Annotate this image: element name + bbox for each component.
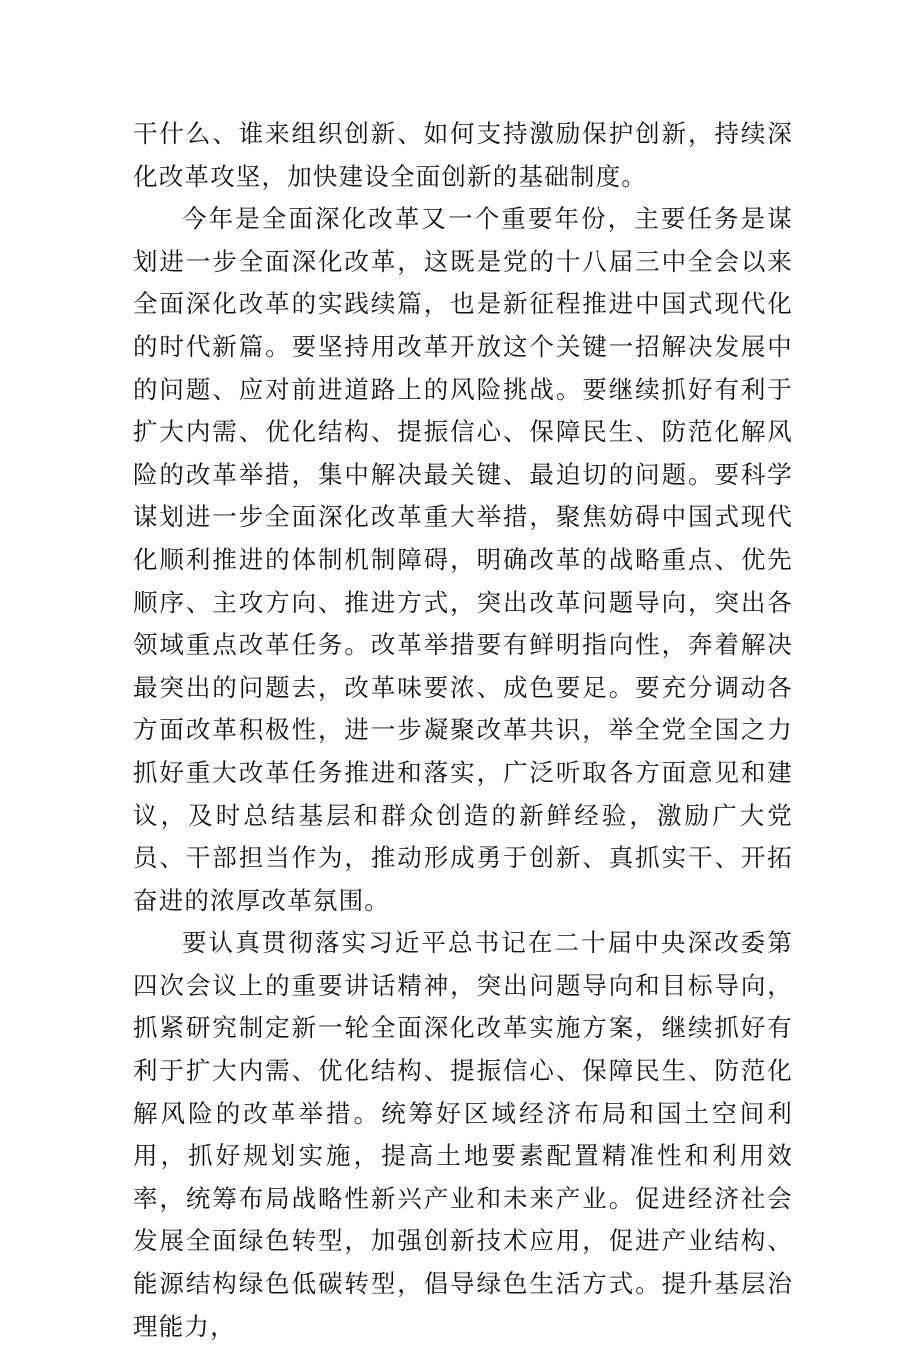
paragraph-2: 今年是全面深化改革又一个重要年份，主要任务是谋划进一步全面深化改革，这既是党的十八届三中全会以来全面深化改革的实践续篇，也是新征程推进中国式现代化的时代新篇。要坚持用改革开放这个关键一招解决发展中的问题、应对前进道路上的风险挑战。要继续抓好有利于扩大内需、优化结构、提振信心、保障民生、防范化解风险的改革举措，集中解决最关键、最迫切的问题。要科学谋划进一步全面深化改革重大举措，聚焦妨碍中国式现代化顺利推进的体制机制障碍，明确改革的战略重点、优先顺序、主攻方向、推进方式，突出改革问题导向，突出各领域重点改革任务。改革举措要有鲜明指向性，奔着解决最突出的问题去，改革味要浓、成色要足。要充分调动各方面改革积极性，进一步凝聚改革共识，举全党全国之力抓好重大改革任务推进和落实，广泛听取各方面意见和建议，及时总结基层和群众创造的新鲜经验，激励广大党员、干部担当作为，推动形成勇于创新、真抓实干、开拓奋进的浓厚改革氛围。 [133,204,793,915]
body-text [133,113,793,1348]
paragraph-3: 要认真贯彻落实习近平总书记在二十届中央深改委第四次会议上的重要讲话精神，突出问题导向和目标导向，抓紧研究制定新一轮全面深化改革实施方案，继续抓好有利于扩大内需、优化结构、提振信心、保障民生、防范化解风险的改革举措。统筹好区域经济布局和国土空间利用，抓好规划实施，提高土地要素配置精准性和利用效率，统筹布局战略性新兴产业和未来产业。促进经济社会发展全面绿色转型，加强创新技术应用，促进产业结构、能源结构绿色低碳转型，倡导绿色生活方式。提升基层治理能力， [133,928,793,1341]
paragraph-1: 干什么、谁来组织创新、如何支持激励保护创新，持续深化改革攻坚，加快建设全面创新的基础制度。 [133,119,793,191]
